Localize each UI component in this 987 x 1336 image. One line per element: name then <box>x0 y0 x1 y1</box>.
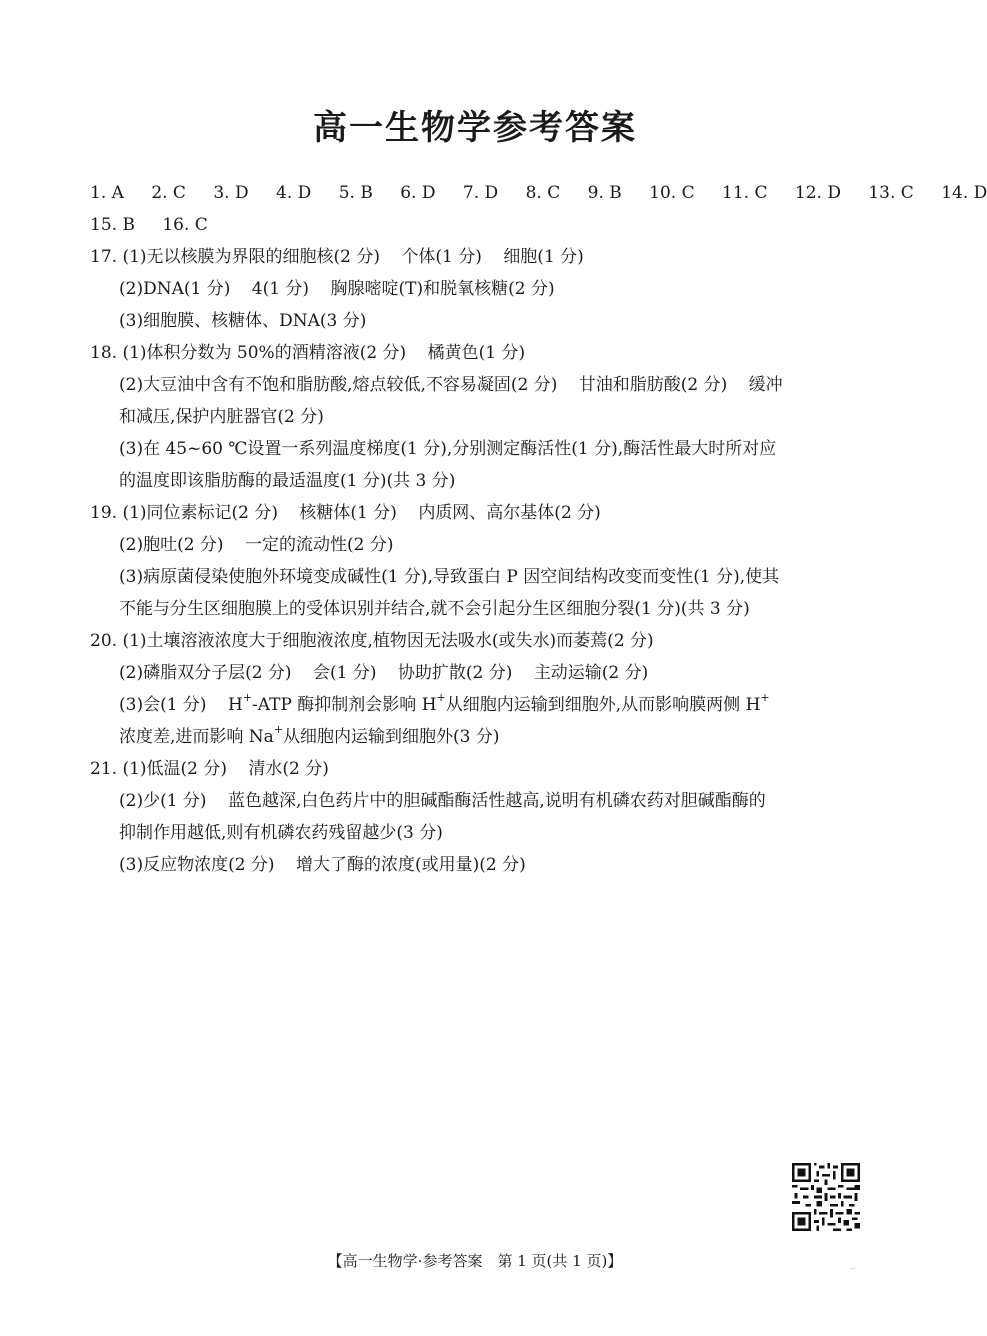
answer-segment: 内质网、高尔基体(2 分) <box>418 503 601 523</box>
answer-segment: 4(1 分) <box>251 279 310 299</box>
answer-segment: -ATP 酶抑制剂会影响 H <box>252 695 437 715</box>
answer-segment: 协助扩散(2 分) <box>397 663 513 683</box>
answer-segment: 细胞(1 分) <box>503 247 584 267</box>
q17-part3: (3)细胞膜、核糖体、DNA(3 分) <box>119 311 367 331</box>
answer-segment: 从细胞内运输到细胞外,从而影响膜两侧 H <box>445 695 761 715</box>
answer-segment: 甘油和脂肪酸(2 分) <box>578 375 728 395</box>
answer-segment: 19. (1)同位素标记(2 分) <box>90 503 279 523</box>
answer-segment: 从细胞内运输到细胞外(3 分) <box>283 727 500 747</box>
page-footer: 【高一生物学·参考答案 第 1 页(共 1 页)】 <box>327 1252 623 1270</box>
answer-segment: 浓度差,进而影响 Na <box>119 727 274 747</box>
q18-part3-cont: 的温度即该脂肪酶的最适温度(1 分)(共 3 分) <box>119 471 456 491</box>
superscript: + <box>242 691 253 705</box>
q20-part2 <box>90 657 865 689</box>
answer-segment: 21. (1)低温(2 分) <box>90 759 228 779</box>
superscript: + <box>760 691 770 705</box>
answer-segment: 蓝色越深,白色药片中的胆碱酯酶活性越高,说明有机磷农药对胆碱酯酶的 <box>227 791 766 811</box>
answer-segment: (2)DNA(1 分) <box>119 279 231 299</box>
q18-part2-cont: 和减压,保护内脏器官(2 分) <box>119 407 324 427</box>
answer-segment: 增大了酶的浓度(或用量)(2 分) <box>295 855 526 875</box>
choice-answer: 14. D <box>941 183 987 203</box>
choice-answer: 7. D <box>462 183 499 203</box>
answer-segment: 会(1 分) <box>312 663 377 683</box>
choice-answer: 1. A <box>90 183 124 203</box>
answer-segment: 一定的流动性(2 分) <box>244 535 394 555</box>
answer-content <box>90 177 987 881</box>
q19-part3-cont: 不能与分生区细胞膜上的受体识别并结合,就不会引起分生区细胞分裂(1 分)(共 3 分) <box>119 599 750 619</box>
choice-answer: 10. C <box>649 183 695 203</box>
q19-part3: (3)病原菌侵染使胞外环境变成碱性(1 分),导致蛋白 P 因空间结构改变而变性(1 分),使其 <box>119 567 780 587</box>
q20-part3 <box>90 689 865 721</box>
superscript: + <box>273 723 284 737</box>
choice-answer: 15. B <box>90 215 135 235</box>
q17-part1 <box>90 241 865 273</box>
q18-part3: (3)在 45~60 ℃设置一系列温度梯度(1 分),分别测定酶活性(1 分),酶活性最大时所对应 <box>119 439 777 459</box>
choice-answer: 2. C <box>151 183 186 203</box>
q19-part2 <box>90 529 865 561</box>
answer-segment: 胸腺嘧啶(T)和脱氧核糖(2 分) <box>330 279 555 299</box>
choice-answer: 12. D <box>794 183 841 203</box>
qr-code-icon <box>792 1163 860 1231</box>
choice-line-1 <box>90 177 987 209</box>
q20-part1: 20. (1)土壤溶液浓度大于细胞液浓度,植物因无法吸水(或失水)而萎蔫(2 分) <box>90 631 654 651</box>
q21-part1 <box>90 753 865 785</box>
q21-part3 <box>90 849 865 881</box>
answer-segment: 橘黄色(1 分) <box>427 343 526 363</box>
choice-answer: 4. D <box>276 183 312 203</box>
choice-answer: 13. C <box>868 183 914 203</box>
q21-part2 <box>90 785 865 817</box>
q17-part2 <box>90 273 865 305</box>
q21-part2-cont: 抑制作用越低,则有机磷农药残留越少(3 分) <box>119 823 443 843</box>
choice-answer: 11. C <box>722 183 768 203</box>
choice-answer: 3. D <box>213 183 249 203</box>
answer-segment: (2)大豆油中含有不饱和脂肪酸,熔点较低,不容易凝固(2 分) <box>119 375 558 395</box>
q18-part2 <box>90 369 865 401</box>
choice-line-2 <box>90 209 865 241</box>
answer-segment: 个体(1 分) <box>401 247 482 267</box>
superscript: + <box>436 691 446 705</box>
answer-segment: 17. (1)无以核膜为界限的细胞核(2 分) <box>90 247 381 267</box>
choice-answer: 5. B <box>338 183 373 203</box>
answer-segment: 清水(2 分) <box>248 759 329 779</box>
q19-part1 <box>90 497 865 529</box>
answer-segment: 主动运输(2 分) <box>533 663 649 683</box>
q20-part3-cont <box>90 721 865 753</box>
answer-segment: 核糖体(1 分) <box>299 503 397 523</box>
choice-answer: 9. B <box>587 183 622 203</box>
choice-answer: 6. D <box>400 183 436 203</box>
answer-segment: (2)少(1 分) <box>119 791 207 811</box>
answer-segment: 18. (1)体积分数为 50%的酒精溶液(2 分) <box>90 343 407 363</box>
q18-part1 <box>90 337 865 369</box>
decorative-mark: .. <box>850 1262 856 1271</box>
answer-segment: 缓冲 <box>748 375 783 395</box>
answer-segment: H <box>227 695 243 715</box>
answer-segment: (3)会(1 分) <box>119 695 207 715</box>
answer-segment: (3)反应物浓度(2 分) <box>119 855 275 875</box>
page-title: 高一生物学参考答案 <box>313 108 637 148</box>
answer-segment: (2)胞吐(2 分) <box>119 535 224 555</box>
choice-answer: 8. C <box>525 183 561 203</box>
answer-segment: (2)磷脂双分子层(2 分) <box>119 663 292 683</box>
choice-answer: 16. C <box>162 215 208 235</box>
